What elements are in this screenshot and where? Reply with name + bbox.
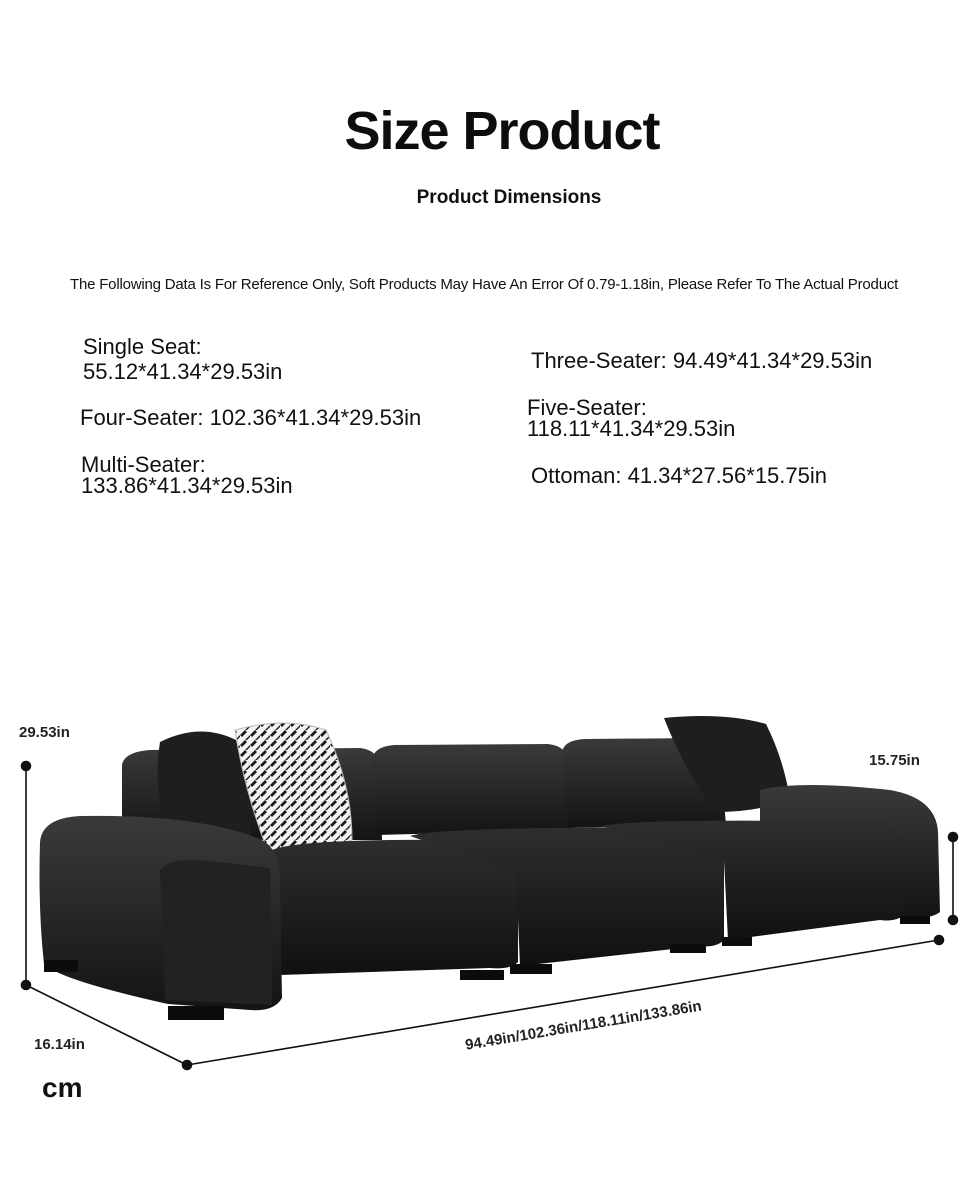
dimension-value: 102.36*41.34*29.53in xyxy=(209,405,422,430)
unit-label: cm xyxy=(42,1072,83,1103)
dimension-five-seater xyxy=(527,397,735,439)
dimension-label: Five-Seater: xyxy=(527,395,647,420)
seat-height-measure: 15.75in xyxy=(869,752,920,769)
dimension-ottoman xyxy=(531,465,827,486)
dimension-label: Multi-Seater: xyxy=(81,452,206,477)
dimension-value: 118.11*41.34*29.53in xyxy=(527,416,736,441)
dimension-four-seater xyxy=(80,407,421,428)
disclaimer-note: The Following Data Is For Reference Only, Soft Products May Have An Error Of 0.79-1.18in, Please Refer To The Actual Product xyxy=(70,276,899,293)
depth-measure: 16.14in xyxy=(34,1036,85,1053)
dimension-value: 41.34*27.56*15.75in xyxy=(627,463,828,488)
dimension-label: Four-Seater: xyxy=(80,405,210,430)
dimension-label: Three-Seater: xyxy=(531,348,673,373)
dimension-single-seat xyxy=(83,336,282,382)
page-title: Size Product xyxy=(344,101,660,161)
dimension-three-seater xyxy=(531,350,872,371)
dimension-label: Ottoman: xyxy=(531,463,628,488)
dimension-multi-seater xyxy=(81,454,293,496)
dimension-value: 94.49*41.34*29.53in xyxy=(672,348,873,373)
length-measure: 94.49in/102.36in/118.11in/133.86in xyxy=(464,997,703,1054)
page-subtitle: Product Dimensions xyxy=(416,187,602,208)
dimension-value: 55.12*41.34*29.53in xyxy=(83,359,283,384)
dimension-value: 133.86*41.34*29.53in xyxy=(81,473,293,498)
dimension-label: Single Seat: xyxy=(83,334,202,359)
height-measure: 29.53in xyxy=(19,724,70,741)
